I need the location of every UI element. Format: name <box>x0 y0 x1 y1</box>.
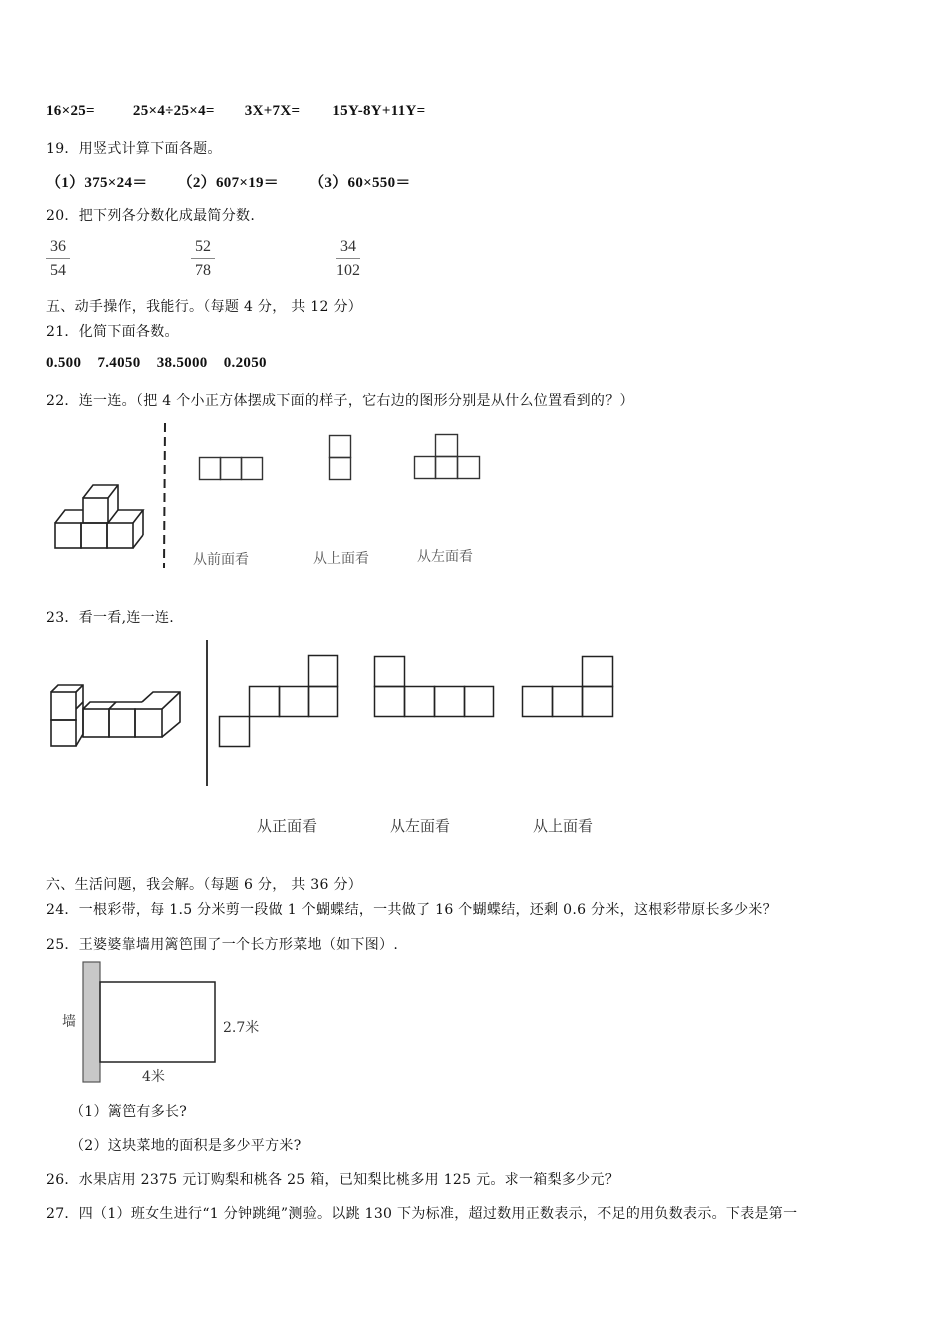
q18-expr1: 16×25= <box>46 103 95 119</box>
q23-view-l-shape <box>373 655 497 719</box>
q23-label-front: 从正面看 <box>257 817 318 835</box>
q19-problems <box>46 171 411 192</box>
q25-wall-label: 墙 <box>62 1014 76 1030</box>
q21-numbers: 0.500 7.4050 38.5000 0.2050 <box>46 355 267 371</box>
section6-title: 六、生活问题，我会解。（每题 6 分， 共 36 分） <box>46 877 363 893</box>
q26-text: 26．水果店用 2375 元订购梨和桃各 25 箱，已知梨比桃多用 125 元。求一箱梨多少元？ <box>46 1172 620 1188</box>
q27-text: 27．四（1）班女生进行“1 分钟跳绳”测验。以跳 130 下为标准，超过数用正数表示，不足的用负数表示。下表是第一 <box>46 1206 798 1222</box>
q25-sub2: （2）这块菜地的面积是多少平方米? <box>70 1138 302 1154</box>
q25-height-label: 2.7米 <box>223 1020 260 1036</box>
fraction-1 <box>46 236 70 283</box>
q19-title: 19．用竖式计算下面各题。 <box>46 141 222 157</box>
q23-view-staircase <box>218 655 342 747</box>
q24-text: 24．一根彩带，每 1.5 分米剪一段做 1 个蝴蝶结，一共做了 16 个蝴蝶结，还剩 0.6 分米，这根彩带原长多少米？ <box>46 902 777 918</box>
q23-view-row-corner <box>522 655 616 719</box>
q23-label-left: 从左面看 <box>390 817 451 835</box>
q22-view-three-row <box>199 457 265 481</box>
fraction-1-denominator: 54 <box>50 262 66 279</box>
q18-expr3: 3X+7X= <box>244 103 301 119</box>
fraction-2-numerator: 52 <box>191 236 215 259</box>
wall-shape <box>83 962 100 1082</box>
fraction-2-denominator: 78 <box>195 262 211 279</box>
q23-title: 23．看一看,连一连. <box>46 610 175 626</box>
q19-p1: （1）375×24＝ <box>46 175 148 191</box>
q25-sub1: （1）篱笆有多长? <box>70 1104 188 1120</box>
q22-label-top: 从上面看 <box>313 551 369 567</box>
fraction-3-denominator: 102 <box>336 262 360 279</box>
section5-title: 五、动手操作，我能行。（每题 4 分， 共 12 分） <box>46 299 363 315</box>
q25-title: 25．王婆婆靠墙用篱笆围了一个长方形菜地（如下图）. <box>46 937 399 953</box>
fraction-2 <box>191 236 215 283</box>
q19-p3: （3）60×550＝ <box>309 175 411 191</box>
q22-label-front: 从前面看 <box>193 552 249 568</box>
q23-divider <box>205 640 209 786</box>
q22-title: 22．连一连。（把 4 个小正方体摆成下面的样子，它右边的图形分别是从什么位置看到的？） <box>46 393 634 409</box>
q23-cube-figure <box>50 684 185 749</box>
q23-label-top: 从上面看 <box>533 817 594 835</box>
q19-p2: （2）607×19＝ <box>177 175 280 191</box>
q22-view-two-stacked <box>329 435 353 481</box>
garden-rect <box>100 982 215 1062</box>
q25-width-label: 4米 <box>142 1069 165 1085</box>
q22-divider <box>163 423 167 568</box>
q22-view-t-shape <box>414 434 482 480</box>
fraction-1-numerator: 36 <box>46 236 70 259</box>
q22-label-left: 从左面看 <box>417 549 473 565</box>
q18-expr2: 25×4÷25×4= <box>132 103 215 119</box>
q18-expr4: 15Y-8Y+11Y= <box>332 103 426 119</box>
q21-title: 21．化简下面各数。 <box>46 324 179 340</box>
fraction-3 <box>336 236 360 283</box>
q18-row <box>46 103 426 120</box>
q20-title: 20．把下列各分数化成最简分数. <box>46 208 256 224</box>
fraction-3-numerator: 34 <box>336 236 360 259</box>
q22-cube-figure <box>53 480 153 555</box>
